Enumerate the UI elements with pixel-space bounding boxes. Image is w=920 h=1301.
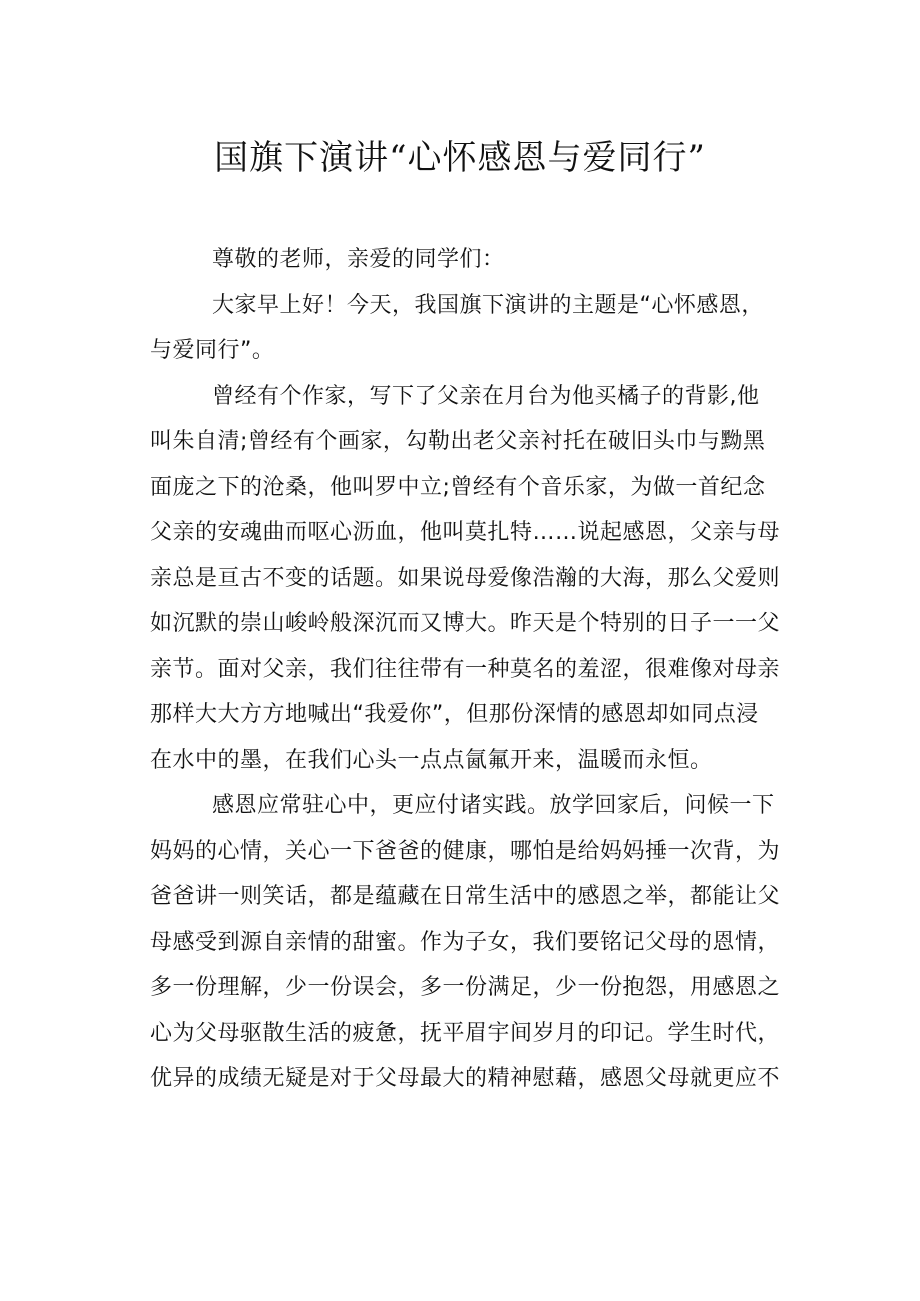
body-line: 父亲的安魂曲而呕心沥血，他叫莫扎特……说起感恩，父亲与母 <box>150 520 781 545</box>
body-line: 那样大大方方地喊出“我爱你”，但那份深情的感恩却如同点浸 <box>150 702 759 727</box>
body-line: 叫朱自清;曾经有个画家，勾勒出老父亲衬托在破旧头巾与黝黑 <box>150 429 766 454</box>
body-line: 多一份理解，少一份误会，多一份满足，少一份抱怨，用感恩之 <box>150 975 781 1000</box>
body-line: 亲总是亘古不变的话题。如果说母爱像浩瀚的大海，那么父爱则 <box>150 565 781 591</box>
body-line: 优异的成绩无疑是对于父母最大的精神慰藉，感恩父母就更应不 <box>150 1066 781 1091</box>
body-line: 母感受到源自亲情的甜蜜。作为子女，我们要铭记父母的恩情， <box>150 929 781 955</box>
body-line: 大家早上好！今天，我国旗下演讲的主题是“心怀感恩， <box>212 292 764 318</box>
body-line: 如沉默的崇山峻岭般深沉而又博大。昨天是个特别的日子一一父 <box>150 611 781 636</box>
body-line: 感恩应常驻心中，更应付诸实践。放学回家后，问候一下 <box>212 793 775 818</box>
document-body <box>150 237 790 1102</box>
body-line: 面庞之下的沧桑，他叫罗中立;曾经有个音乐家，为做一首纪念 <box>150 474 766 500</box>
body-line: 在水中的墨，在我们心头一点点氤氟开来，温暖而永恒。 <box>150 747 713 773</box>
body-line: 心为父母驱散生活的疲惫，抚平眉宇间岁月的印记。学生时代， <box>150 1020 781 1046</box>
body-line: 妈妈的心情，关心一下爸爸的健康，哪怕是给妈妈捶一次背，为 <box>150 838 781 864</box>
body-line: 与爱同行”。 <box>150 338 275 363</box>
body-line: 亲节。面对父亲，我们往往带有一种莫名的羞涩，很难像对母亲 <box>150 656 781 682</box>
body-line: 尊敬的老师，亲爱的同学们： <box>212 247 505 272</box>
body-line: 爸爸讲一则笑话，都是蕴藏在日常生活中的感恩之举，都能让父 <box>150 884 781 909</box>
body-line: 曾经有个作家，写下了父亲在月台为他买橘子的背影,他 <box>212 383 760 409</box>
document-title: 国旗下演讲“心怀感恩与爱同行” <box>214 138 706 178</box>
